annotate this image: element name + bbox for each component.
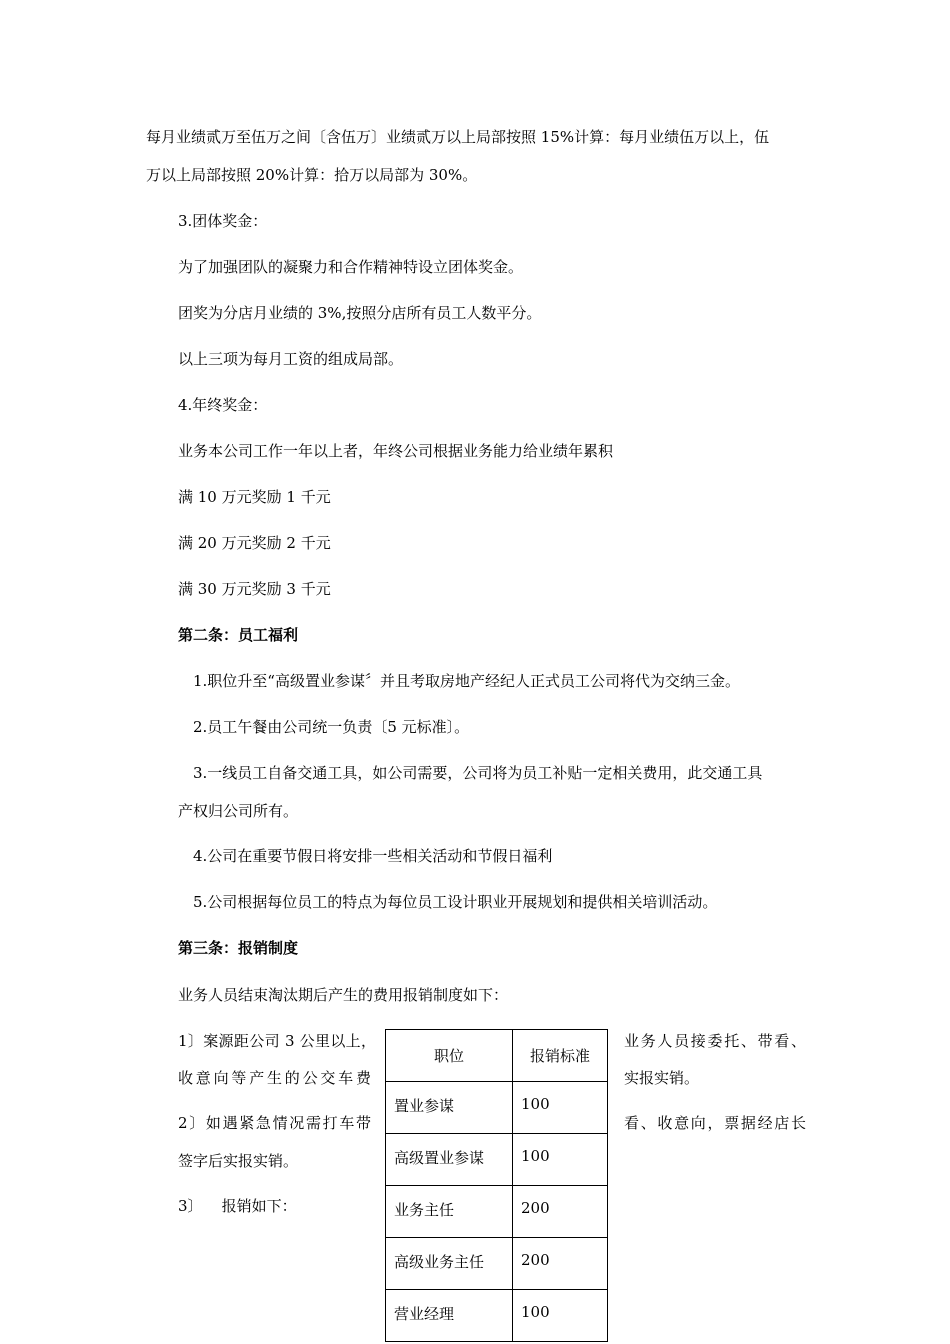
reimbursement-heading: 第三条：报销制度 [178, 939, 299, 957]
reimbursement-left-line-2: 收意向等产生的公交车费 [178, 1069, 371, 1087]
table-cell-position: 营业经理 [386, 1290, 513, 1342]
welfare-item-3-line-2: 产权归公司所有。 [178, 802, 299, 820]
team-bonus-p1: 为了加强团队的凝聚力和合作精神特设立团体奖金。 [178, 258, 524, 276]
table-cell-position: 业务主任 [386, 1186, 513, 1238]
table-cell-position: 高级置业参谋 [386, 1134, 513, 1186]
table-cell-standard: 100 [513, 1290, 608, 1342]
welfare-item-3-line-1: 3.一线员工自备交通工具，如公司需要，公司将为员工补贴一定相关费用，此交通工具 [193, 764, 763, 782]
team-bonus-p3: 以上三项为每月工资的组成局部。 [178, 350, 404, 368]
intro-line-2: 万以上局部按照 20%计算：拾万以局部为 30%。 [146, 166, 478, 184]
year-end-tier: 满 20 万元奖励 2 千元 [178, 534, 331, 552]
table-cell-standard: 100 [513, 1134, 608, 1186]
welfare-item-4: 4.公司在重要节假日将安排一些相关活动和节假日福利 [193, 847, 553, 865]
team-bonus-p2: 团奖为分店月业绩的 3%,按照分店所有员工人数平分。 [178, 304, 542, 322]
reimbursement-left-line-1: 1〕案源距公司 3 公里以上， [178, 1032, 376, 1050]
table-cell-standard: 200 [513, 1238, 608, 1290]
table-cell-position: 高级业务主任 [386, 1238, 513, 1290]
reimbursement-table [385, 1029, 608, 1342]
team-bonus-heading: 3.团体奖金： [178, 212, 268, 230]
table-row [386, 1082, 608, 1134]
reimbursement-left-line-5: 3〕 报销如下： [178, 1197, 297, 1215]
table-row [386, 1186, 608, 1238]
table-row [386, 1134, 608, 1186]
table-cell-standard: 200 [513, 1186, 608, 1238]
welfare-item-1: 1.职位升至“高级置业参谋〞并且考取房地产经纪人正式员工公司将代为交纳三金。 [193, 672, 740, 690]
year-end-heading: 4.年终奖金： [178, 396, 268, 414]
table-row [386, 1238, 608, 1290]
year-end-tier: 满 10 万元奖励 1 千元 [178, 488, 331, 506]
table-header-position: 职位 [386, 1030, 513, 1082]
intro-line-1: 每月业绩贰万至伍万之间〔含伍万〕业绩贰万以上局部按照 15%计算：每月业绩伍万以上，伍 [146, 128, 770, 146]
reimbursement-left-line-3: 2〕如遇紧急情况需打车带 [178, 1114, 371, 1132]
table-row [386, 1290, 608, 1342]
table-header-standard: 报销标准 [513, 1030, 608, 1082]
reimbursement-right-line-1: 业务人员接委托、带看、 [624, 1032, 806, 1050]
reimbursement-intro: 业务人员结束淘汰期后产生的费用报销制度如下： [178, 986, 509, 1004]
reimbursement-right-line-3: 看、收意向，票据经店长 [624, 1114, 806, 1132]
table-cell-standard: 100 [513, 1082, 608, 1134]
year-end-tier: 满 30 万元奖励 3 千元 [178, 580, 331, 598]
welfare-item-5: 5.公司根据每位员工的特点为每位员工设计职业开展规划和提供相关培训活动。 [193, 893, 718, 911]
table-header-row [386, 1030, 608, 1082]
welfare-heading: 第二条：员工福利 [178, 626, 299, 644]
reimbursement-left-line-4: 签字后实报实销。 [178, 1152, 299, 1170]
reimbursement-right-line-2: 实报实销。 [624, 1069, 700, 1087]
table-cell-position: 置业参谋 [386, 1082, 513, 1134]
welfare-item-2: 2.员工午餐由公司统一负责〔5 元标准〕。 [193, 718, 470, 736]
year-end-p1: 业务本公司工作一年以上者，年终公司根据业务能力给业绩年累积 [178, 442, 614, 460]
